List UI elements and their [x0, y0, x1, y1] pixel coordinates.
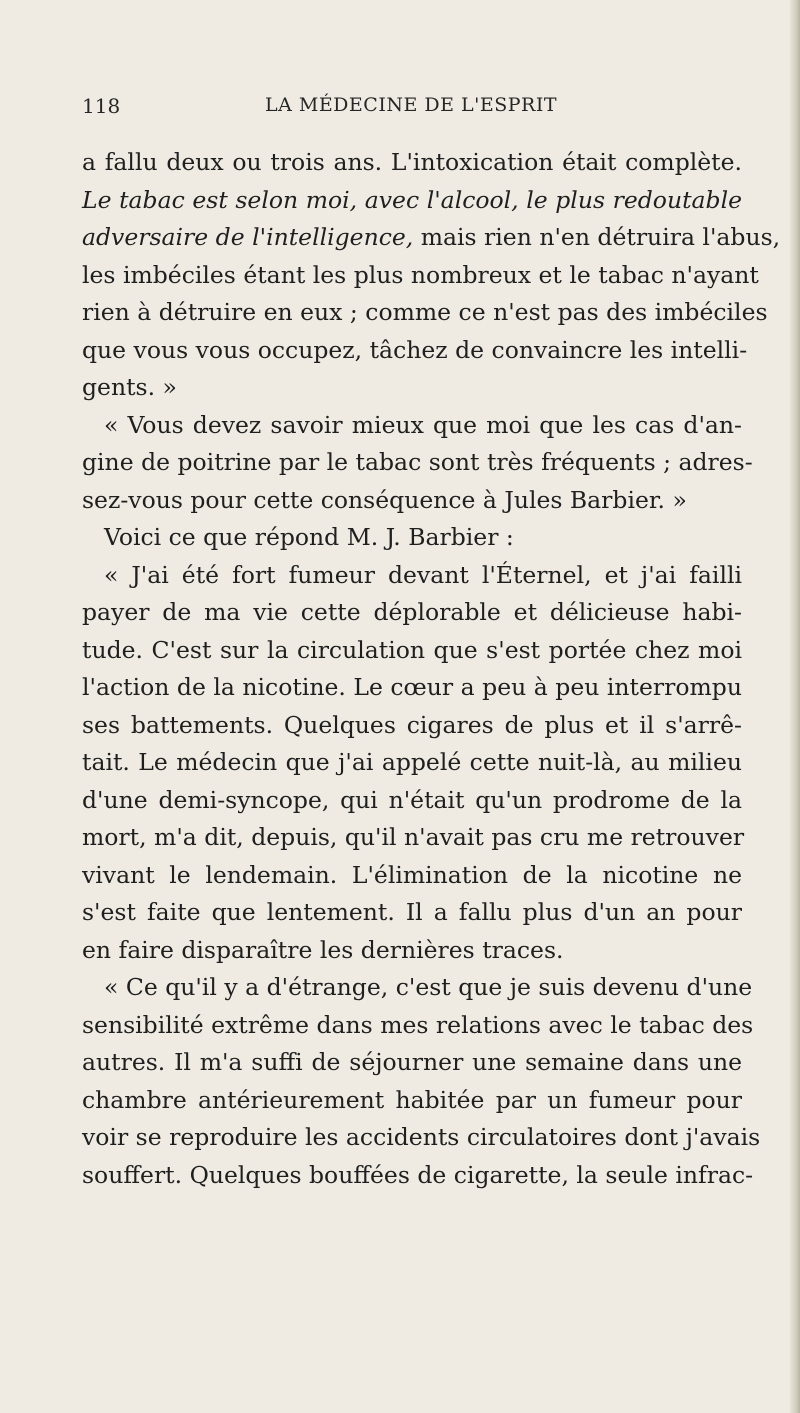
text-line: « J'ai été fort fumeur devant l'Éternel, et j'ai failli	[104, 560, 742, 589]
text-line: payer de ma vie cette déplorable et délicieuse habi-	[82, 598, 742, 626]
text-line: Le tabac est selon moi, avec l'alcool, le plus redoutable	[82, 185, 742, 214]
text-line: d'une demi-syncope, qui n'était qu'un prodrome de la	[82, 785, 742, 814]
text-line: les imbéciles étant les plus nombreux et le tabac n'ayant	[82, 260, 759, 289]
page-edge-shadow	[790, 0, 800, 1413]
text-line: voir se reproduire les accidents circulatoires dont j'avais	[82, 1123, 761, 1151]
text-line: sez-vous pour cette conséquence à Jules Barbier. »	[82, 485, 687, 514]
text-line: rien à détruire en eux ; comme ce n'est pas des imbéciles	[82, 298, 768, 326]
text-line: « Vous devez savoir mieux que moi que les cas d'an-	[104, 410, 742, 439]
running-head	[82, 92, 740, 122]
text-line: sensibilité extrême dans mes relations avec le tabac des	[82, 1010, 754, 1039]
text-line: autres. Il m'a suffi de séjourner une semaine dans une	[82, 1048, 742, 1076]
text-line: chambre antérieurement habitée par un fumeur pour	[82, 1085, 742, 1114]
text-line: s'est faite que lentement. Il a fallu plus d'un an pour	[82, 898, 742, 926]
text-line: tude. C'est sur la circulation que s'est portée chez moi	[82, 635, 742, 664]
italic-phrase: adversaire de l'intelligence,	[82, 223, 414, 251]
text-line: que vous vous occupez, tâchez de convaincre les intelli-	[82, 335, 748, 364]
text-line	[82, 219, 781, 257]
text-line: Voici ce que répond M. J. Barbier :	[104, 523, 514, 551]
text-line: l'action de la nicotine. Le cœur a peu à peu interrompu	[82, 673, 742, 701]
text-line: souffert. Quelques bouffées de cigarette, la seule infrac-	[82, 1160, 754, 1189]
text-line: gine de poitrine par le tabac sont très fréquents ; adres-	[82, 448, 753, 476]
text-line: « Ce qu'il y a d'étrange, c'est que je suis devenu d'une	[104, 973, 753, 1001]
page-number: 118	[82, 94, 121, 118]
text-line: mort, m'a dit, depuis, qu'il n'avait pas cru me retrouver	[82, 823, 745, 851]
text-line: vivant le lendemain. L'élimination de la nicotine ne	[82, 860, 742, 889]
body-text	[82, 144, 781, 1194]
text-line: gents. »	[82, 373, 177, 401]
text-line: a fallu deux ou trois ans. L'intoxication était complète.	[82, 148, 742, 176]
text-line: en faire disparaître les dernières traces.	[82, 935, 564, 964]
text-line: ses battements. Quelques cigares de plus et il s'arrê-	[82, 710, 742, 739]
text-line: tait. Le médecin que j'ai appelé cette nuit-là, au milieu	[82, 748, 742, 776]
book-title: LA MÉDECINE DE L'ESPRIT	[264, 94, 558, 116]
text-fragment: mais rien n'en détruira l'abus,	[413, 223, 781, 251]
